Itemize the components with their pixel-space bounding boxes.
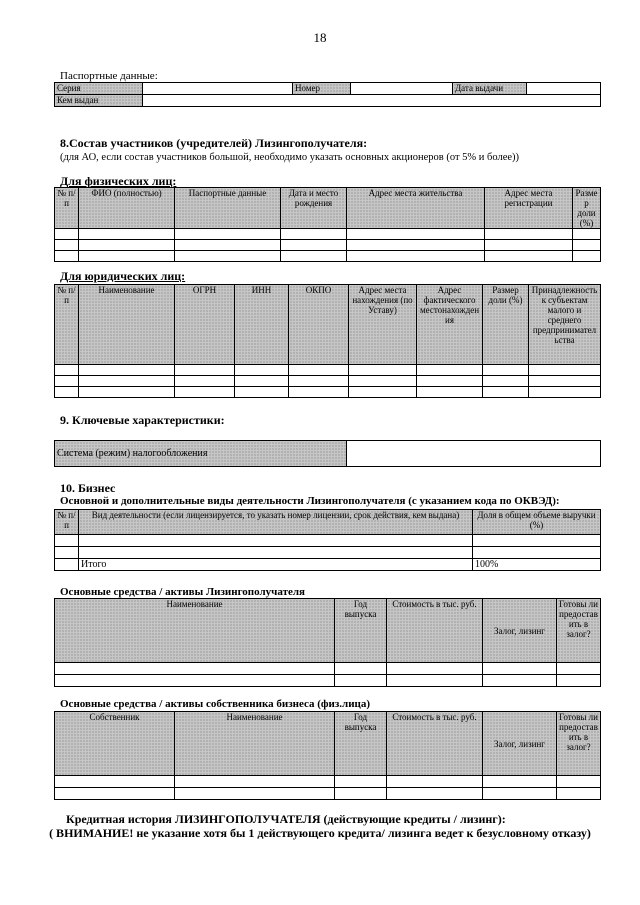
table-row [55, 547, 601, 559]
table-row [55, 788, 601, 800]
assets-lessee-header-pledge: Залог, лизинг [483, 599, 557, 663]
warning-text: не указание хотя бы 1 действующего кредита/ лизинга ведет к безусловному отказу) [133, 826, 591, 840]
assets-owner-header-ready: Готовы ли предоставить в залог? [557, 712, 601, 776]
table-row [55, 535, 601, 547]
section8-note: (для АО, если состав участников большой, необходимо указать основных акционеров (от 5% и более)) [60, 152, 520, 163]
legal-header-okpo: ОКПО [289, 285, 349, 365]
assets-lessee-table [54, 598, 601, 687]
assets-owner-header-pledge: Залог, лизинг [483, 712, 557, 776]
legal-header-share: Размер доли (%) [483, 285, 529, 365]
tax-system-label: Система (режим) налогообложения [55, 441, 347, 467]
assets-owner-table [54, 711, 601, 800]
table-row [55, 365, 601, 376]
activities-table [54, 509, 601, 571]
individuals-header-birth: Дата и место рождения [281, 188, 347, 229]
passport-number-value[interactable] [351, 83, 453, 95]
legal-entities-table [54, 284, 601, 398]
section10-subtitle: Основной и дополнительные виды деятельности Лизингополучателя (с указанием кода по ОКВЭД): [60, 495, 560, 507]
individuals-header-num: № п/п [55, 188, 79, 229]
assets-owner-title: Основные средства / активы собственника бизнеса (физ.лица) [60, 698, 371, 710]
warning-emphasis: ( ВНИМАНИЕ! [49, 826, 134, 840]
passport-title: Паспортные данные: [60, 70, 158, 82]
individuals-header-share: Размер доли (%) [573, 188, 601, 229]
assets-owner-header-year: Год выпуска [335, 712, 387, 776]
legal-header-address-charter: Адрес места нахождения (по Уставу) [349, 285, 417, 365]
individuals-header-fio: ФИО (полностью) [79, 188, 175, 229]
total-row [55, 559, 601, 571]
total-label: Итого [79, 559, 473, 571]
table-row [55, 663, 601, 675]
credit-history-title: Кредитная история ЛИЗИНГОПОЛУЧАТЕЛЯ (действующие кредиты / лизинг): [66, 812, 506, 826]
legal-header-name: Наименование [79, 285, 175, 365]
assets-lessee-header-cost: Стоимость в тыс. руб. [387, 599, 483, 663]
individuals-header-registration: Адрес места регистрации [485, 188, 573, 229]
passport-number-label: Номер [293, 83, 351, 95]
legal-header-ogrn: ОГРН [175, 285, 235, 365]
assets-lessee-header-year: Год выпуска [335, 599, 387, 663]
table-row [55, 251, 601, 262]
assets-lessee-title: Основные средства / активы Лизингополучателя [60, 586, 305, 598]
legal-header-inn: ИНН [235, 285, 289, 365]
page-number: 18 [313, 30, 327, 45]
passport-series-value[interactable] [143, 83, 293, 95]
individuals-table [54, 187, 601, 262]
section9-title: 9. Ключевые характеристики: [60, 413, 225, 427]
legal-header-sme: Принадлежность к субъектам малого и среднего предпринимательства [529, 285, 601, 365]
assets-owner-header-owner: Собственник [55, 712, 175, 776]
table-row [55, 387, 601, 398]
total-value: 100% [473, 559, 601, 571]
section10-title: 10. Бизнес [60, 481, 116, 495]
legal-header-num: № п/п [55, 285, 79, 365]
passport-issue-date-label: Дата выдачи [453, 83, 527, 95]
tax-system-value[interactable] [347, 441, 601, 467]
table-row [55, 675, 601, 687]
assets-owner-header-cost: Стоимость в тыс. руб. [387, 712, 483, 776]
legal-entities-title: Для юридических лиц: [60, 269, 186, 283]
table-row [55, 376, 601, 387]
activities-header-share: Доля в общем объеме выручки (%) [473, 510, 601, 535]
assets-lessee-header-name: Наименование [55, 599, 335, 663]
assets-lessee-header-ready: Готовы ли предоставить в залог? [557, 599, 601, 663]
table-row [55, 776, 601, 788]
individuals-header-passport: Паспортные данные [175, 188, 281, 229]
legal-header-address-actual: Адрес фактического местонахождения [417, 285, 483, 365]
passport-series-label: Серия [55, 83, 143, 95]
passport-issued-by-label: Кем выдан [55, 95, 143, 107]
credit-history-warning [40, 826, 600, 841]
table-row [55, 240, 601, 251]
key-characteristics-table [54, 440, 601, 467]
passport-issue-date-value[interactable] [527, 83, 601, 95]
individuals-title: Для физических лиц: [60, 174, 177, 188]
table-row [55, 229, 601, 240]
activities-header-num: № п/п [55, 510, 79, 535]
assets-owner-header-name: Наименование [175, 712, 335, 776]
passport-issued-by-value[interactable] [143, 95, 601, 107]
individuals-header-residence: Адрес места жительства [347, 188, 485, 229]
section8-title: 8.Состав участников (учредителей) Лизингополучателя: [60, 136, 368, 150]
activities-header-kind: Вид деятельности (если лицензируется, то указать номер лицензии, срок действия, кем выдана) [79, 510, 473, 535]
passport-table [54, 82, 601, 107]
